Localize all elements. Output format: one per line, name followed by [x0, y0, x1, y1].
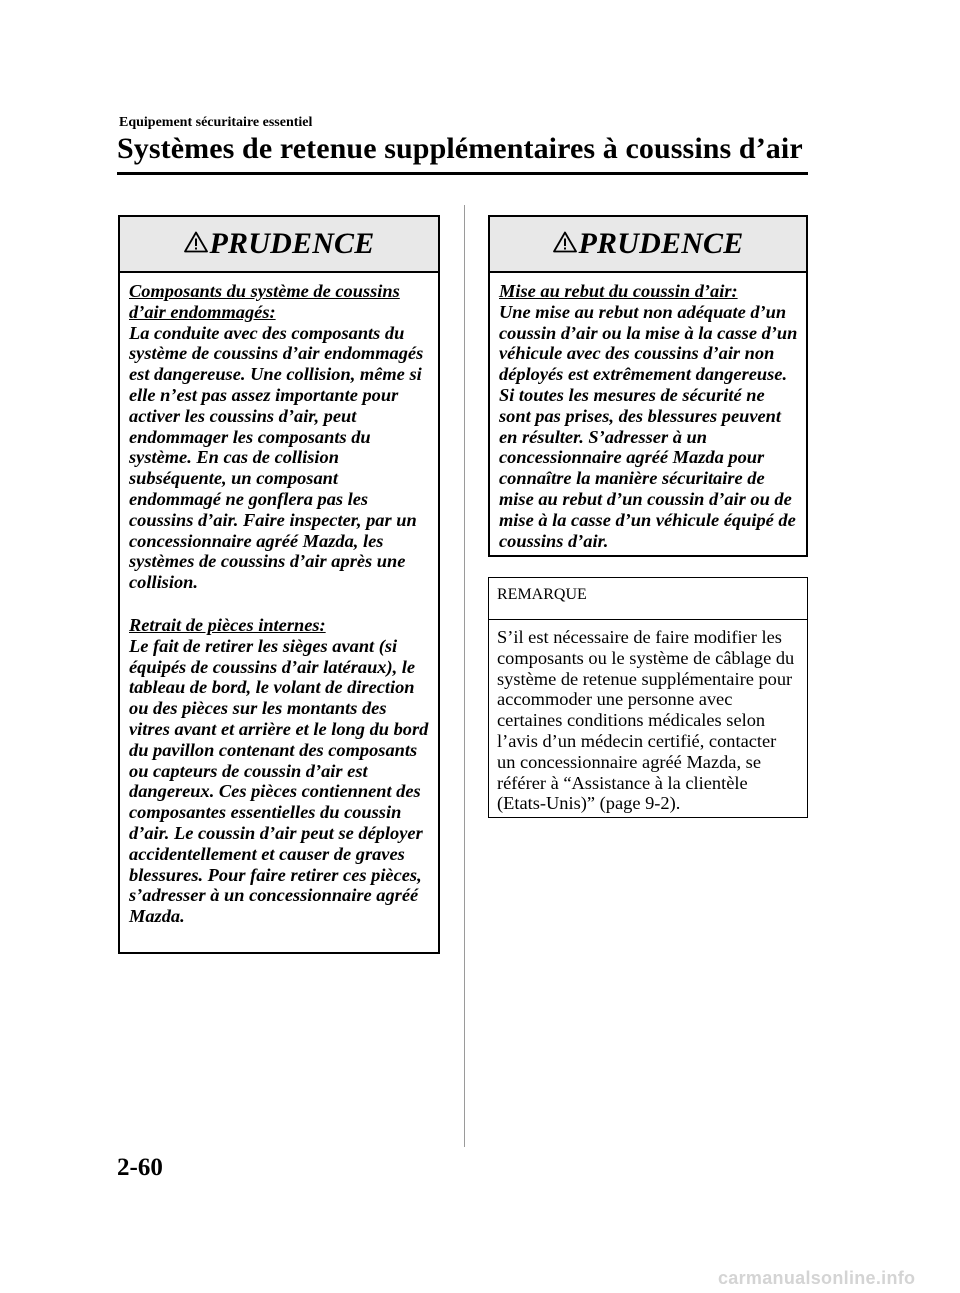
- caution-header: [120, 217, 438, 273]
- caution-body: [120, 273, 438, 937]
- caution-heading: Retrait de pièces internes:: [129, 614, 326, 635]
- column-divider: [464, 205, 465, 1147]
- note-text: S’il est nécessaire de faire modifier les composants ou le système de câblage du système de retenue supplémentaire pour accommoder une personne avec certaines conditions médicales selon l’avis d’un médecin certifié, contacter un concessionnaire agréé Mazda, se référer à “Assistance à la clientèle (Etats-Unis)” (page 9-2).: [497, 627, 795, 814]
- caution-box-left: [118, 215, 440, 954]
- header-rule: [117, 172, 808, 175]
- caution-heading: Mise au rebut du coussin d’air:: [499, 281, 738, 301]
- caution-title: PRUDENCE: [209, 227, 375, 260]
- warning-triangle-icon: [184, 231, 208, 253]
- note-box: [488, 577, 808, 818]
- warning-triangle-icon: [553, 231, 577, 253]
- caution-header: [490, 217, 806, 273]
- caution-text: Le fait de retirer les sièges avant (si équipés de coussins d’air latéraux), le tableau de bord, le volant de direction ou des pièces sur les montants des vitres avant et arrière et le long du bord du pavillon contenant des composants ou capteurs de coussin d’air est dangereux. Ces pièces contiennent des composantes essentielles du coussin d’air. Le coussin d’air peut se déployer accidentellement et causer de graves blessures. Pour faire retirer ces pièces, s’adresser à un concessionnaire agréé Mazda.: [129, 635, 429, 927]
- page-title: Systèmes de retenue supplémentaires à coussins d’air: [117, 132, 803, 165]
- caution-text: La conduite avec des composants du système de coussins d’air endommagés est dangereuse. Une collision, même si elle n’est pas assez importante pour activer les coussins d’air, peut endommager les composants du système. En cas de collision subséquente, un composant endommagé ne gonflera pas les coussins d’air. Faire inspecter, par un concessionnaire agréé Mazda, les systèmes de coussins d’air après une collision.: [129, 322, 424, 593]
- caution-body: [490, 273, 806, 561]
- watermark: carmanualsonline.info: [718, 1268, 916, 1288]
- section-label: Equipement sécuritaire essentiel: [119, 115, 313, 130]
- note-header: REMARQUE: [489, 578, 807, 620]
- caution-heading: Composants du système de coussins d’air endommagés:: [129, 281, 400, 322]
- caution-title: PRUDENCE: [578, 227, 744, 260]
- caution-box-right: [488, 215, 808, 557]
- page-number: 2-60: [117, 1154, 163, 1181]
- caution-text: Une mise au rebut non adéquate d’un coussin d’air ou la mise à la casse d’un véhicule avec des coussins d’air non déployés est extrêmement dangereuse. Si toutes les mesures de sécurité ne sont pas prises, des blessures peuvent en résulter. S’adresser à un concessionnaire agréé Mazda pour connaître la manière sécuritaire de mise au rebut d’un coussin d’air ou de mise à la casse d’un véhicule équipé de coussins d’air.: [499, 301, 798, 551]
